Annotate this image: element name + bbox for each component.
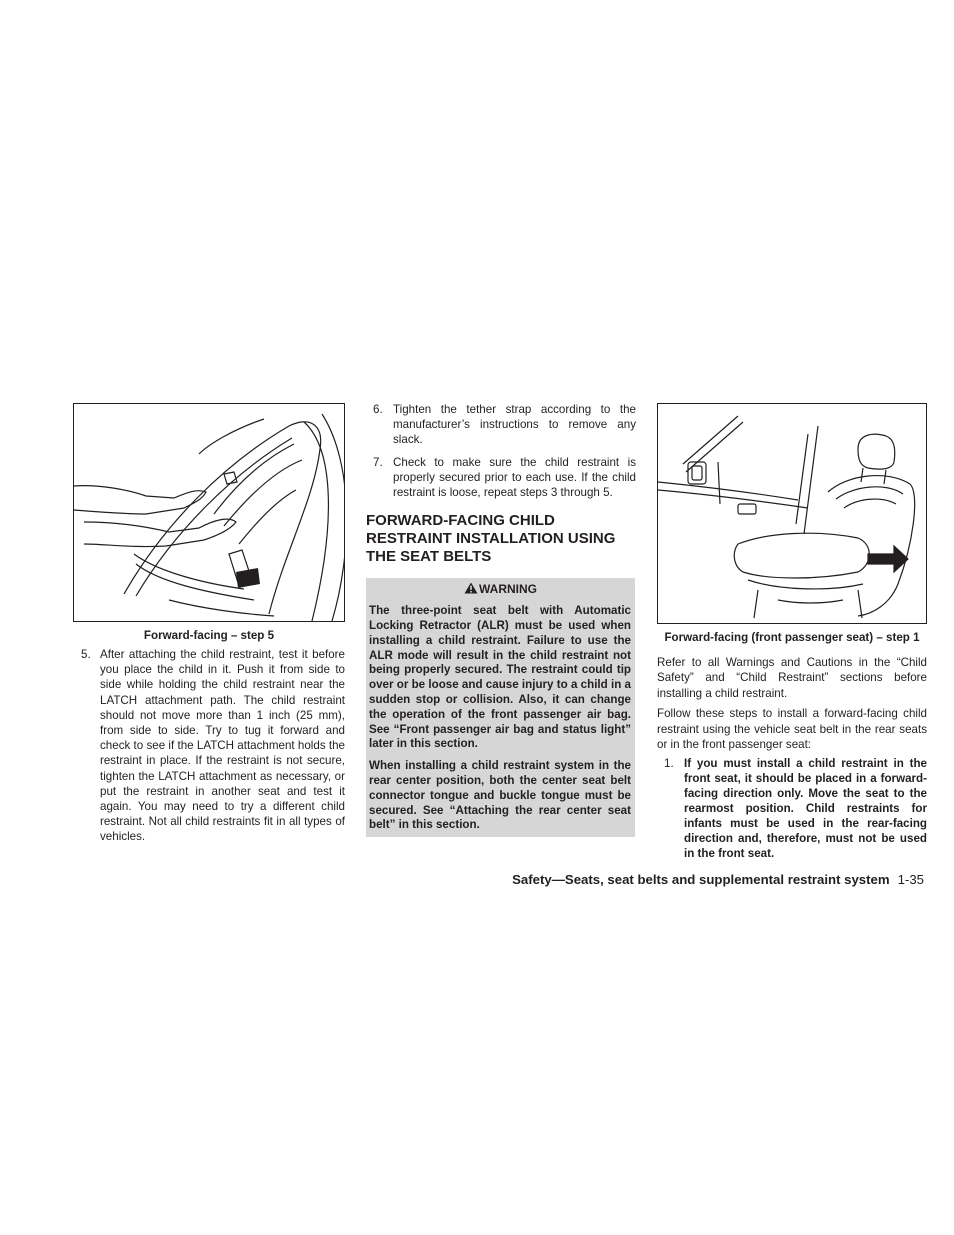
warning-triangle-icon (464, 582, 478, 594)
figure-caption-text: Forward-facing (front passenger seat) – step 1 (664, 631, 920, 644)
step-number: 6. (373, 403, 383, 416)
page-footer (512, 872, 924, 887)
child-restraint-illustration (74, 404, 344, 621)
warning-title: WARNING (479, 582, 537, 597)
step-number: 5. (81, 648, 91, 661)
list-item-step7 (366, 455, 636, 501)
footer-section-title: Safety—Seats, seat belts and supplemental restraint system (512, 872, 890, 887)
step-text: After attaching the child restraint, test it before you place the child in it. Push it from side to side while holding the child restraint near the LATCH attachment path. The child restraint should not move more than 1 inch (25 mm), from side to side. Try to tug it forward and check to see if the LATCH attachment holds the restraint in place. If the restraint is not secure, tighten the LATCH attachment as necessary, or put the restraint in another seat and test it again. You may need to try a different child restraint. Not all child restraints fit in all types of vehicles. (100, 648, 345, 844)
figure-front-passenger-seat-step1 (657, 403, 927, 624)
step-text: Tighten the tether strap according to the manufacturer’s instructions to remove any slack. (393, 403, 636, 447)
figure-child-restraint-step5 (73, 403, 345, 622)
front-passenger-seat-illustration (658, 404, 926, 623)
warning-paragraph-2: When installing a child restraint system in the rear center position, both the center seat belt connector tongue and buckle tongue must be secured. See “Attaching the rear center seat belt” in this section. (369, 759, 631, 832)
warning-paragraph-1: The three-point seat belt with Automatic Locking Retractor (ALR) must be used when installing a child restraint. Failure to use the ALR mode will result in the child restraint not being properly secured. The restraint could tip over or be loose and cause injury to a child in a sudden stop or collision. Also, it can change the operation of the front passenger air bag. See “Front passenger air bag and status light” later in this section. (369, 604, 631, 751)
warning-box (366, 578, 635, 837)
section-heading: FORWARD-FACING CHILD RESTRAINT INSTALLATION USING THE SEAT BELTS (366, 512, 616, 566)
left-column (73, 403, 345, 845)
right-column (657, 403, 927, 861)
step-number: 1. (664, 757, 674, 771)
warning-title-bar (366, 578, 635, 600)
step-number: 7. (373, 455, 383, 469)
list-item-step1 (657, 756, 927, 861)
figure-caption-step1 (657, 631, 927, 645)
step-text: If you must install a child restraint in the front seat, it should be placed in a forward-facing direction only. Move the seat to the rearmost position. Child restraints for infants must be used in the rear-facing direction and, therefore, must not be used in the front seat. (684, 757, 927, 861)
list-item-step5 (73, 647, 345, 845)
warning-body (366, 600, 635, 837)
figure-caption-step5: Forward-facing – step 5 (143, 629, 275, 642)
step-text: Check to make sure the child restraint is properly secured prior to each use. If the child restraint is loose, repeat steps 3 through 5. (393, 455, 636, 500)
middle-column (366, 402, 636, 837)
intro-paragraph-1: Refer to all Warnings and Cautions in the “Child Safety” and “Child Restraint” sections before installing a child restraint. (657, 656, 927, 700)
intro-paragraph-2: Follow these steps to install a forward-facing child restraint using the vehicle seat belt in the rear seats or in the front passenger seat: (657, 707, 927, 752)
list-item-step6 (366, 402, 636, 448)
page-number: 1-35 (897, 872, 924, 887)
